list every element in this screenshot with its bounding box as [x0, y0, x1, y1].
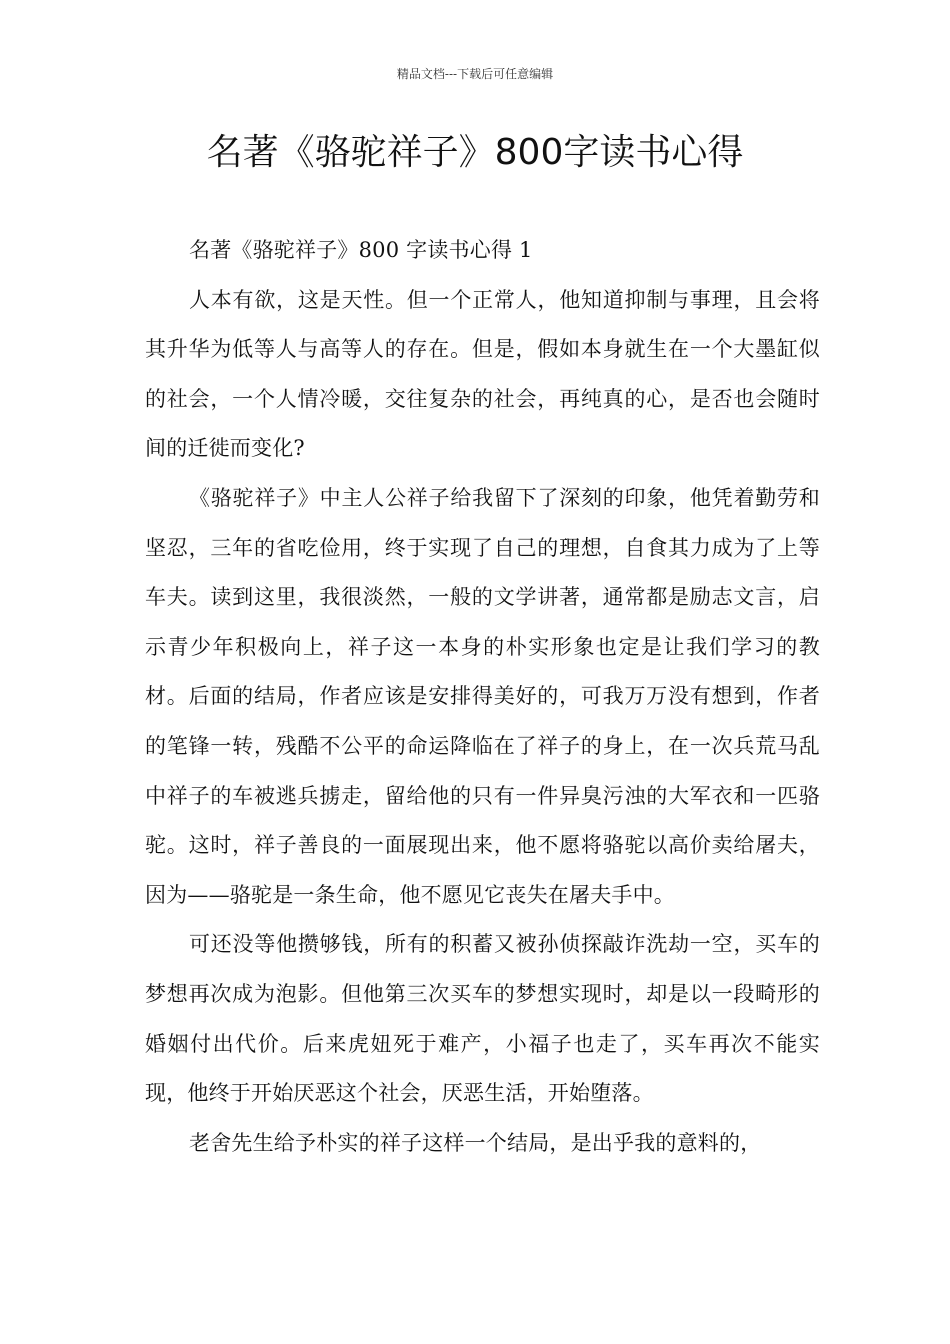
paragraph-2: 《骆驼祥子》中主人公祥子给我留下了深刻的印象，他凭着勤劳和坚忍，三年的省吃俭用，终于实现了自己的理想，自食其力成为了上等车夫。读到这里，我很淡然，一般的文学讲著，通常都是励志文言，启示青少年积极向上，祥子这一本身的朴实形象也定是让我们学习的教材。后面的结局，作者应该是安排得美好的，可我万万没有想到，作者的笔锋一转，残酷不公平的命运降临在了祥子的身上，在一次兵荒马乱中祥子的车被逃兵掳走，留给他的只有一件异臭污浊的大军衣和一匹骆驼。这时，祥子善良的一面展现出来，他不愿将骆驼以高价卖给屠夫，因为——骆驼是一条生命，他不愿见它丧失在屠夫手中。 — [145, 485, 820, 907]
paragraph-3: 可还没等他攒够钱，所有的积蓄又被孙侦探敲诈洗劫一空，买车的梦想再次成为泡影。但他第三次买车的梦想实现时，却是以一段畸形的婚姻付出代价。后来虎妞死于难产，小福子也走了，买车再次不能实现，他终于开始厌恶这个社会，厌恶生活，开始堕落。 — [145, 932, 820, 1106]
document-body — [145, 226, 820, 1168]
paragraph-4: 老舍先生给予朴实的祥子这样一个结局，是出乎我的意料的， — [189, 1130, 762, 1155]
paragraph-1: 人本有欲，这是天性。但一个正常人，他知道抑制与事理，且会将其升华为低等人与高等人的存在。但是，假如本身就生在一个大墨缸似的社会，一个人情冷暖，交往复杂的社会，再纯真的心，是否也会随时间的迁徙而变化? — [145, 287, 820, 461]
header-note: 精品文档---下载后可任意编辑 — [396, 67, 554, 81]
page-title: 名著《骆驼祥子》800字读书心得 — [206, 132, 744, 173]
section-subheading: 名著《骆驼祥子》800 字读书心得 1 — [189, 238, 533, 262]
